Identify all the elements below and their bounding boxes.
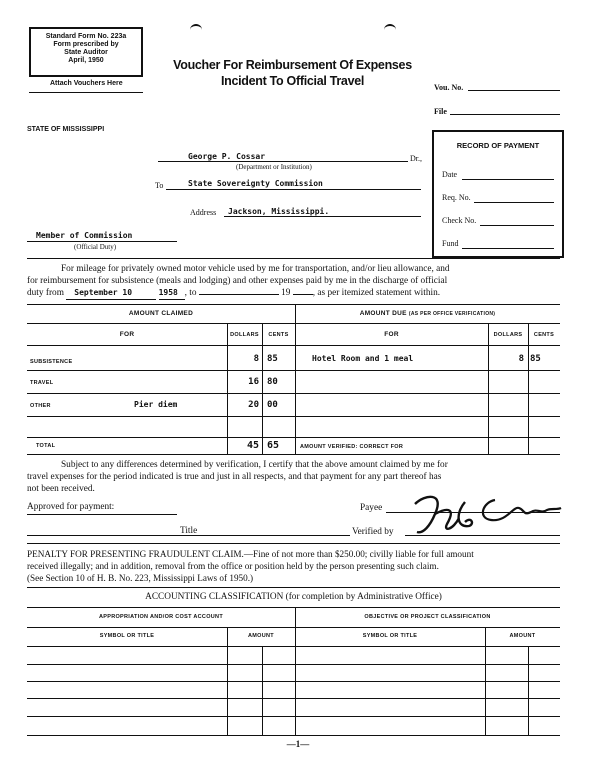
right-symbol-header: SYMBOL OR TITLE — [362, 633, 418, 639]
record-req-no: Req. No. — [442, 193, 471, 202]
penalty-line-3: (See Section 10 of H. B. No. 223, Mississippi Laws of 1950.) — [27, 573, 254, 583]
row-other-desc: Pier diem — [134, 400, 178, 409]
to-word: , to — [184, 288, 197, 298]
approved-label: Approved for payment: — [27, 502, 115, 512]
row-total-label: TOTAL — [36, 443, 56, 449]
address-value: Jackson, Mississippi. — [228, 207, 330, 216]
punch-hole-left — [190, 24, 202, 34]
claimed-cents-header: CENTS — [268, 332, 289, 338]
left-symbol-header: SYMBOL OR TITLE — [99, 633, 155, 639]
row-other-label: OTHER — [30, 403, 51, 409]
form-id-box — [29, 27, 143, 77]
mileage-line-3 — [27, 287, 563, 300]
from-year-value: 1958 — [159, 287, 185, 300]
due-cents-header: CENTS — [533, 332, 555, 338]
form-date: April, 1950 — [68, 57, 104, 64]
certify-line-2: travel expenses for the period indicated is true and just in all respects, and that payment for any part thereof has — [27, 472, 442, 482]
page-title — [160, 57, 425, 89]
due-row1-cents: 85 — [530, 354, 541, 364]
appropriation-title: APPROPRIATION AND/OR COST ACCOUNT — [99, 614, 223, 620]
row-subsistence-cents: 85 — [267, 354, 278, 364]
mileage-paragraph — [27, 263, 563, 300]
due-for-header: FOR — [384, 331, 399, 338]
penalty-paragraph — [27, 548, 567, 584]
payee-signature — [395, 484, 565, 542]
vou-no-label: Vou. No. — [434, 83, 464, 92]
page-number: —1— — [286, 739, 310, 749]
form-number: Standard Form No. 223a — [45, 33, 127, 40]
official-duty-value: Member of Commission — [36, 231, 133, 240]
row-travel-cents: 80 — [267, 377, 278, 387]
from-date-value: September 10 — [66, 287, 156, 300]
form-auditor: State Auditor — [64, 49, 108, 56]
record-of-payment-box — [432, 130, 564, 258]
row-other-cents: 00 — [267, 400, 278, 410]
penalty-line-2: received illegally; and in addition, removal from the office or position held by the person presenting such claim. — [27, 561, 439, 571]
due-row1-dollars: 8 — [518, 354, 524, 364]
claimed-dollars-header: DOLLARS — [230, 332, 259, 338]
row-subsistence-dollars: 8 — [253, 354, 259, 364]
row-travel-dollars: 16 — [248, 377, 259, 387]
record-fund: Fund — [442, 239, 459, 248]
to-label: To — [155, 181, 164, 190]
payee-label: Payee — [360, 503, 383, 513]
to-value: State Sovereignty Commission — [188, 179, 323, 188]
address-label: Address — [190, 208, 217, 217]
penalty-line-1: PENALTY FOR PRESENTING FRAUDULENT CLAIM.—Fine of not more than $250.00; civilly liable for full amount — [27, 549, 474, 559]
record-title: RECORD OF PAYMENT — [456, 141, 540, 150]
amount-verified-label: AMOUNT VERIFIED: CORRECT FOR — [300, 444, 404, 450]
record-date: Date — [442, 170, 458, 179]
row-total-dollars: 45 — [246, 440, 259, 451]
amount-claimed-title: AMOUNT CLAIMED — [128, 310, 194, 317]
form-prescribed: Form prescribed by — [53, 41, 119, 48]
certify-line-1: Subject to any differences determined by verification, I certify that the above amount claimed by me for — [61, 460, 448, 470]
nineteen-label: 19 — [281, 288, 291, 298]
row-total-cents: 65 — [267, 440, 280, 451]
certify-line-3: not been received. — [27, 484, 95, 494]
objective-title: OBJECTIVE OR PROJECT CLASSIFICATION — [364, 614, 491, 620]
right-amount-header: AMOUNT — [509, 633, 536, 639]
row-travel-label: TRAVEL — [30, 380, 54, 386]
itemized-label: , as per itemized statement within. — [312, 288, 441, 298]
due-dollars-header: DOLLARS — [493, 332, 523, 338]
accounting-title: ACCOUNTING CLASSIFICATION (for completion by Administrative Office) — [145, 592, 442, 602]
claimed-for-header: FOR — [119, 331, 135, 338]
amount-due-title — [295, 310, 560, 317]
official-duty-caption: (Official Duty) — [74, 243, 117, 251]
state-label: STATE OF MISSISSIPPI — [27, 126, 105, 133]
payee-name: George P. Cossar — [188, 152, 266, 161]
mileage-line-2: for reimbursement for subsistence (meals and lodging) and other expenses paid by me in the discharge of official — [27, 276, 448, 286]
file-label: File — [434, 107, 447, 116]
verified-by-label: Verified by — [352, 527, 394, 537]
mileage-line-1: For mileage for privately owned motor vehicle used by me for transportation, and/or lieu allowance, and — [61, 264, 450, 274]
dept-caption: (Department or Institution) — [236, 163, 312, 171]
title-line-1: Voucher For Reimbursement Of Expenses — [173, 58, 412, 72]
attach-note: Attach Vouchers Here — [50, 80, 123, 87]
row-other-dollars: 20 — [248, 400, 259, 410]
due-row1-desc: Hotel Room and 1 meal — [312, 354, 414, 363]
record-check-no: Check No. — [442, 216, 477, 225]
row-subsistence-label: SUBSISTENCE — [30, 359, 73, 365]
left-amount-header: AMOUNT — [248, 633, 274, 639]
dr-label: Dr., — [410, 154, 422, 163]
punch-hole-right — [384, 24, 396, 34]
title-label: Title — [180, 526, 198, 536]
title-line-2: Incident To Official Travel — [220, 74, 365, 88]
amount-due-note: (AS PER OFFICE VERIFICATION) — [408, 311, 496, 317]
amount-due-label: AMOUNT DUE — [359, 310, 407, 317]
duty-from-label: duty from — [27, 288, 64, 298]
